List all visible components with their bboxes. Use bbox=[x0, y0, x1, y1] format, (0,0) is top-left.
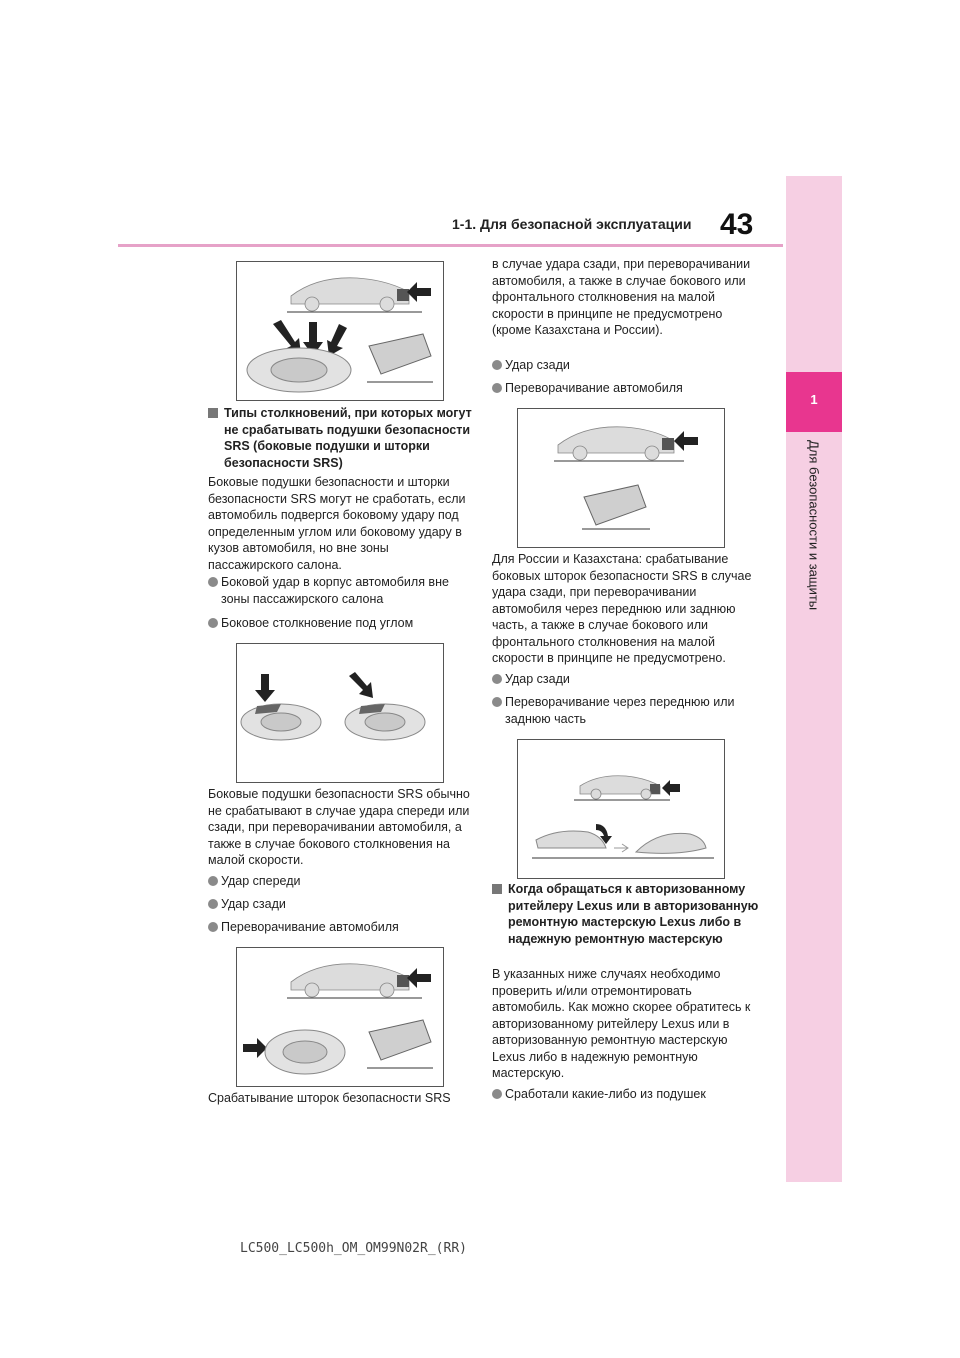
bullet-side-4: Удар сзади bbox=[208, 896, 471, 913]
bullet-russia-1: Удар сзади bbox=[492, 671, 755, 688]
bullet-side-2: Боковое столкновение под углом bbox=[208, 615, 471, 632]
figure-rear-impact-overview bbox=[236, 261, 444, 401]
bullet-rear-1: Удар сзади bbox=[492, 357, 755, 374]
para-curtain: Срабатывание шторок безопасности SRS bbox=[208, 1091, 451, 1105]
chapter-side-strip bbox=[786, 176, 842, 1182]
heading-side-collision: Типы столкновений, при которых могут не срабатывать подушки безопасности SRS (боковые подушки и шторки безопасности SRS) bbox=[208, 405, 478, 471]
figure-rollover bbox=[517, 739, 725, 879]
bullet-side-3: Удар спереди bbox=[208, 873, 471, 890]
figure-rear-impact bbox=[517, 408, 725, 548]
para-side-1: Боковые подушки безопасности и шторки безопасности SRS могут не сработать, если автомобиль подвергся боковому удару под определенным углом или боковому удару в кузов автомобиля, но вне зоны пассажирского салона. bbox=[208, 475, 466, 572]
para-dealer: В указанных ниже случаях необходимо проверить и/или отремонтировать автомобиль. Как можно скорее обратитесь к авторизованному ритейлеру Lexus или в авторизованную ремонтную мастерскую Lexus либо в надежную ремонтную мастерскую. bbox=[492, 967, 751, 1080]
bullet-side-5: Переворачивание автомобиля bbox=[208, 919, 471, 936]
chapter-side-label bbox=[786, 440, 842, 670]
bullet-dealer-1: Сработали какие-либо из подушек bbox=[492, 1086, 755, 1103]
bullet-side-1: Боковой удар в корпус автомобиля вне зоны пассажирского салона bbox=[208, 574, 471, 607]
bullet-russia-2: Переворачивание через переднюю или заднюю часть bbox=[492, 694, 755, 727]
footer-doc-code: LC500_LC500h_OM_OM99N02R_(RR) bbox=[240, 1241, 467, 1256]
bullet-rear-2: Переворачивание автомобиля bbox=[492, 380, 755, 397]
para-side-2: Боковые подушки безопасности SRS обычно не срабатывают в случае удара спереди или сзади, при переворачивании автомобиля, а также в случае бокового столкновения на малой скорости. bbox=[208, 787, 470, 867]
figure-curtain-deployment bbox=[236, 947, 444, 1087]
figure-side-impact bbox=[236, 643, 444, 783]
chapter-title: Для безопасности и защиты bbox=[806, 440, 822, 611]
section-title: 1-1. Для безопасной эксплуатации bbox=[452, 216, 692, 232]
para-russia: Для России и Казахстана: срабатывание боковых шторок безопасности SRS в случае удара сзади, при переворачивании автомобиля через переднюю или заднюю часть, а также в случае бокового или фронтального столкновения на малой скорости в принципе не предусмотрено. bbox=[492, 552, 752, 665]
header-divider bbox=[118, 244, 783, 247]
heading-dealer: Когда обращаться к авторизованному ритейлеру Lexus или в авторизованную ремонтную мастерскую Lexus либо в надежную ремонтную мастерскую bbox=[492, 881, 762, 947]
para-rear: в случае удара сзади, при переворачивании автомобиля, а также в случае бокового или фронтального столкновения на малой скорости в принципе не предусмотрено (кроме Казахстана и России). bbox=[492, 257, 751, 337]
chapter-tab-number: 1 bbox=[810, 392, 818, 407]
page-number: 43 bbox=[720, 208, 754, 241]
